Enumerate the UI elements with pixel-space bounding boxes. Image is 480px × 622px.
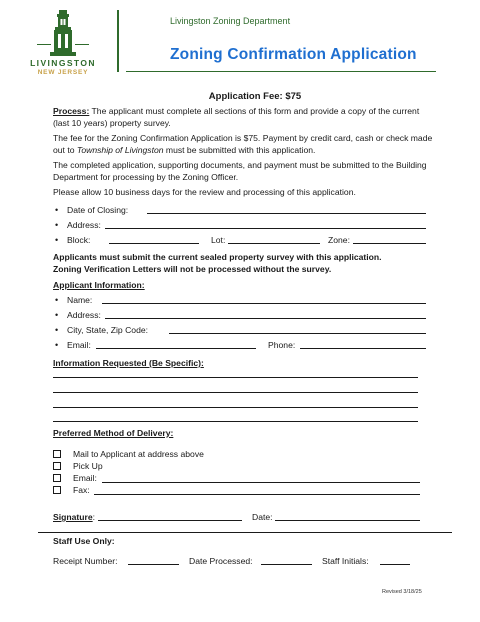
delivery-email-field[interactable] xyxy=(102,482,420,483)
pickup-checkbox[interactable] xyxy=(53,462,61,470)
allow-paragraph: Please allow 10 business days for the review and processing of this application. xyxy=(53,187,356,197)
staff-initials-label: Staff Initials: xyxy=(322,556,369,566)
department-name: Livingston Zoning Department xyxy=(170,16,291,26)
applicant-name-field[interactable] xyxy=(102,303,426,304)
application-fee: Application Fee: $75 xyxy=(208,91,302,102)
lot-field[interactable] xyxy=(228,243,320,244)
page-title: Zoning Confirmation Application xyxy=(170,46,417,63)
fax-checkbox[interactable] xyxy=(53,486,61,494)
applicant-address-field[interactable] xyxy=(105,318,426,319)
applicant-address-label: • Address: xyxy=(67,309,101,321)
delivery-fax-field[interactable] xyxy=(94,494,420,495)
town-hall-icon xyxy=(17,8,109,58)
mail-option-label: Mail to Applicant at address above xyxy=(73,449,204,459)
info-line-4[interactable] xyxy=(53,421,418,422)
city-state-zip-field[interactable] xyxy=(169,333,426,334)
applicant-phone-label: Phone: xyxy=(268,340,296,350)
zone-label: Zone: xyxy=(328,235,350,245)
revision-date: Revised 3/18/25 xyxy=(382,589,422,595)
applicant-heading: Applicant Information: xyxy=(53,280,145,290)
receipt-number-label: Receipt Number: xyxy=(53,556,118,566)
date-of-closing-field[interactable] xyxy=(147,213,426,214)
lot-label: Lot: xyxy=(211,235,226,245)
email-checkbox[interactable] xyxy=(53,474,61,482)
property-address-field[interactable] xyxy=(105,228,426,229)
signature-date-field[interactable] xyxy=(275,520,420,521)
signature-label-text: Signature xyxy=(53,512,93,522)
fax-option-label: Fax: xyxy=(73,485,90,495)
signature-date-label: Date: xyxy=(252,512,273,522)
date-processed-field[interactable] xyxy=(261,564,312,565)
page-header xyxy=(0,0,480,82)
applicant-phone-field[interactable] xyxy=(300,348,426,349)
info-line-1[interactable] xyxy=(53,377,418,378)
livingston-logo xyxy=(17,8,109,80)
applicant-name-label: • Name: xyxy=(67,294,92,306)
survey-note-2: Zoning Verification Letters will not be processed without the survey. xyxy=(53,264,332,274)
fee-text-a: The fee for the Zoning Confirmation Application is $75. Payment by credit card, cash or check made out to xyxy=(53,133,433,155)
logo-wordmark: LIVINGSTON xyxy=(30,58,96,68)
block-label: • Block: xyxy=(67,234,90,246)
fee-text-b: must be submitted with this application. xyxy=(163,144,316,155)
process-text: The applicant must complete all sections of this form and provide a copy of the current (last 10 years) property survey. xyxy=(53,106,420,128)
pickup-option-label: Pick Up xyxy=(73,461,103,471)
process-label: Process: xyxy=(53,106,90,116)
mail-checkbox[interactable] xyxy=(53,450,61,458)
staff-initials-field[interactable] xyxy=(380,564,410,565)
applicant-email-label: • Email: xyxy=(67,339,91,351)
zone-field[interactable] xyxy=(353,243,426,244)
header-divider xyxy=(117,10,119,72)
date-of-closing-label: • Date of Closing: xyxy=(67,204,128,216)
applicant-email-field[interactable] xyxy=(96,348,256,349)
city-state-zip-label: • City, State, Zip Code: xyxy=(67,324,148,336)
staff-heading: Staff Use Only: xyxy=(53,536,115,546)
delivery-heading: Preferred Method of Delivery: xyxy=(53,428,174,438)
property-address-label: • Address: xyxy=(67,219,101,231)
logo-state: NEW JERSEY xyxy=(37,69,89,76)
info-line-3[interactable] xyxy=(53,407,418,408)
block-field[interactable] xyxy=(109,243,199,244)
fee-paragraph xyxy=(53,133,433,156)
survey-note-1: Applicants must submit the current sealed property survey with this application. xyxy=(53,252,382,262)
email-option-label: Email: xyxy=(73,473,97,483)
signature-label xyxy=(53,511,95,523)
receipt-number-field[interactable] xyxy=(128,564,179,565)
signature-field[interactable] xyxy=(98,520,242,521)
signature-colon: : xyxy=(92,512,96,522)
staff-separator xyxy=(38,532,452,533)
info-line-2[interactable] xyxy=(53,392,418,393)
fee-text-payee: Township of Livingston xyxy=(76,144,164,155)
process-paragraph xyxy=(53,106,433,129)
date-processed-label: Date Processed: xyxy=(189,556,253,566)
submit-paragraph: The completed application, supporting documents, and payment must be submitted to the Building Department for processing by the Zoning Officer. xyxy=(53,160,427,182)
title-rule xyxy=(126,71,436,72)
info-requested-heading: Information Requested (Be Specific): xyxy=(53,358,204,368)
